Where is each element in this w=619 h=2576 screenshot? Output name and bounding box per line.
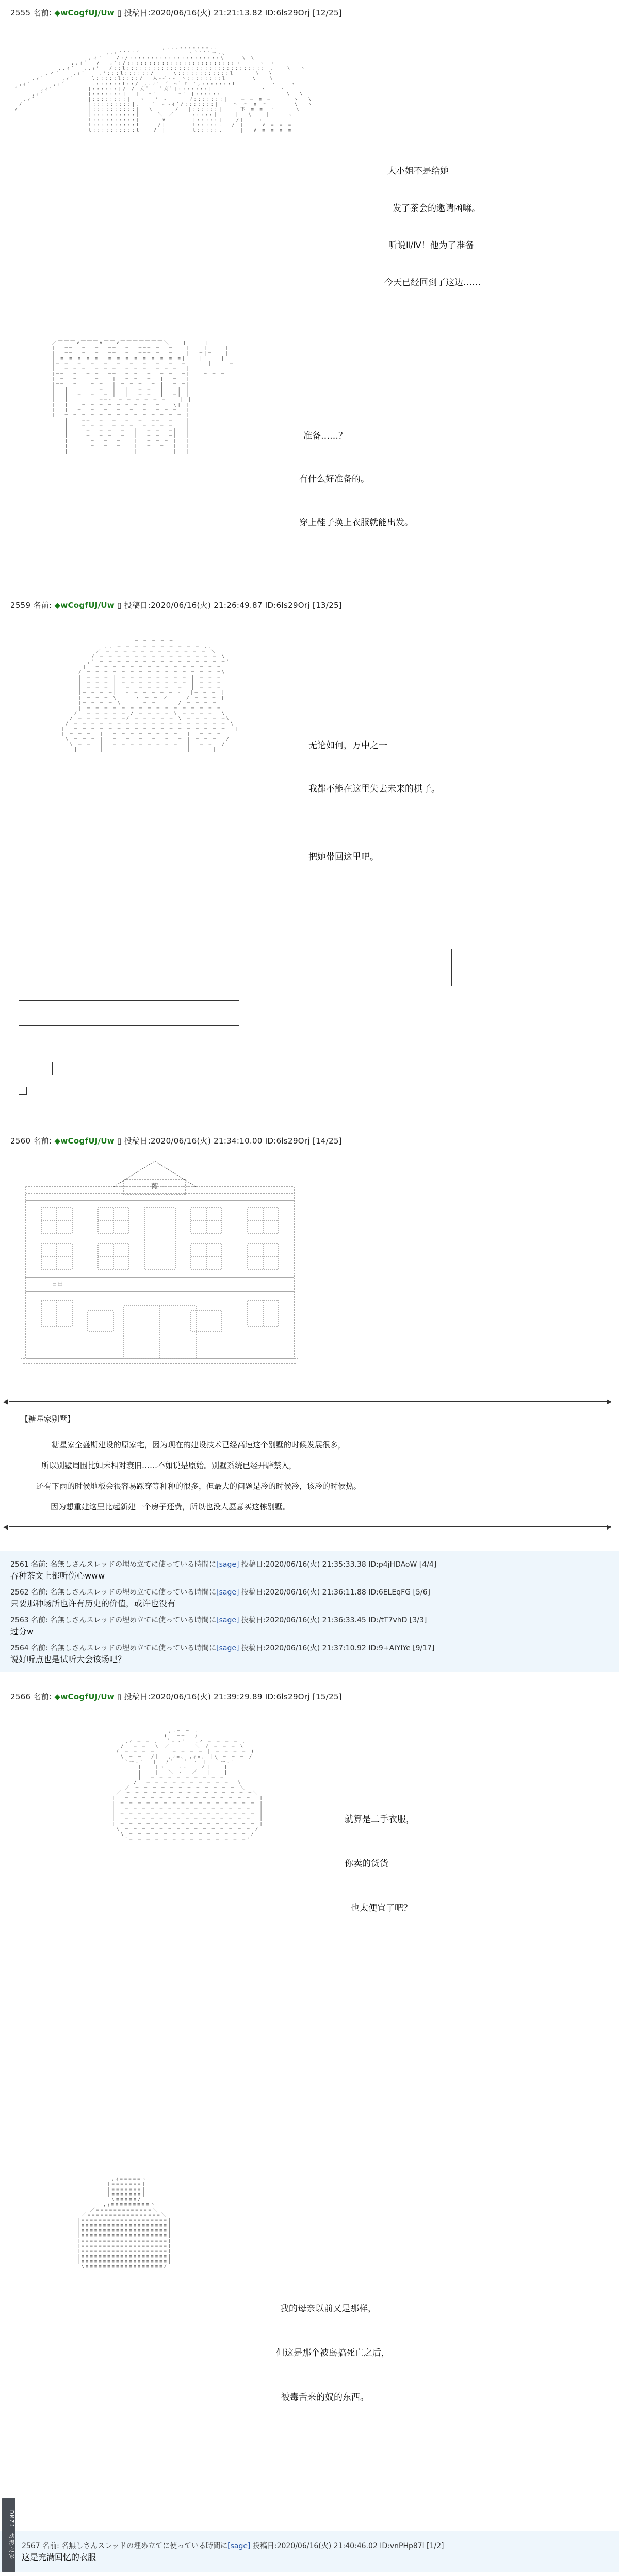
dialogue-line: 也太便宜了吧？	[351, 1903, 412, 1913]
name-label: 名前:	[33, 8, 52, 18]
dialogue-line: 穿上鞋子换上衣服就能出发。	[299, 518, 413, 528]
dialogue-line: 听说Ⅱ/Ⅳ！他为了准备	[388, 240, 474, 251]
dialogue-line: 今天已经回到了这边……	[384, 278, 481, 288]
reply-header: 2561 名前: 名無しさんスレッドの埋め立てに使っている時間に	[10, 1560, 217, 1569]
arrow-right-icon: ▶	[607, 1398, 612, 1405]
post-header-2559	[10, 600, 342, 610]
dialogue-line: 有什么好准备的。	[299, 474, 369, 485]
sage-link[interactable]: [sage]	[216, 1560, 239, 1569]
post-page: [15/25]	[312, 1692, 342, 1701]
note-rule-bottom	[9, 1526, 611, 1527]
note-line: 还有下雨的时候地板会很容易踩穿等种种的很多，但最大的问题是冷的时候冷，该冷的时候热。	[36, 1482, 362, 1491]
note-body	[21, 1435, 361, 1517]
dialogue-2555-a	[369, 140, 481, 301]
blank-panel-tiny	[19, 1062, 53, 1075]
reply-item	[10, 1615, 427, 1637]
reply-header: 2563 名前: 名無しさんスレッドの埋め立てに使っている時間に	[10, 1616, 217, 1624]
sage-link[interactable]: [sage]	[227, 2542, 251, 2550]
blank-panel-small	[19, 1038, 99, 1052]
post-page: [12/25]	[312, 8, 342, 18]
post-header-2566	[10, 1691, 342, 1702]
checkbox-icon[interactable]: ▯	[117, 1692, 122, 1701]
dialogue-line: 大小姐不是给她	[387, 166, 449, 176]
sage-link[interactable]: [sage]	[216, 1588, 239, 1597]
reply-meta: 投稿日:2020/06/16(火) 21:36:33.45 ID:/tT7vhD [3/3]	[239, 1616, 427, 1624]
reply-item	[10, 1643, 435, 1665]
reply-header: 2562 名前: 名無しさんスレッドの埋め立てに使っている時間に	[10, 1588, 217, 1597]
blank-panel-large	[19, 949, 452, 986]
poster-trip[interactable]: ◆wCogfUJ/Uw	[54, 8, 115, 18]
dialogue-line: 准备……？	[303, 431, 347, 441]
post-meta: 投稿日:2020/06/16(火) 21:34:10.00 ID:6ls29Orj	[124, 1136, 310, 1146]
note-title: 【糖星家别墅】	[21, 1414, 75, 1424]
reply-block-2567	[0, 2531, 619, 2572]
dialogue-line: 但这是那个被岛搞死亡之后，	[276, 2348, 390, 2358]
dialogue-2566-a	[345, 1789, 415, 1927]
checkbox-icon[interactable]: ▯	[117, 601, 122, 610]
reply-meta: 投稿日:2020/06/16(火) 21:40:46.02 ID:vnPHp87l [1/2]	[250, 2542, 444, 2550]
post-number: 2559	[10, 601, 31, 610]
poster-trip[interactable]: ◆wCogfUJ/Uw	[54, 601, 115, 610]
poster-trip[interactable]: ◆wCogfUJ/Uw	[54, 1692, 115, 1701]
dialogue-line: 我的母亲以前又是那样，	[280, 2304, 377, 2314]
dialogue-line: 发了茶会的邀请函嘛。	[393, 203, 480, 214]
name-label: 名前:	[33, 1136, 52, 1146]
dialogue-2566-b	[276, 2278, 390, 2416]
reply-item	[10, 1587, 430, 1609]
sage-link[interactable]: [sage]	[216, 1616, 239, 1624]
dialogue-line: 无论如何，万中之一	[308, 740, 387, 751]
note-line: 所以别墅周围比如未相对衰旧……不如说是原始。别墅系统已经开辟禁入，	[41, 1461, 297, 1470]
note-line: 糖星家全盛期建设的原家宅，因为现在的建设技术已经高速这个别墅的时候发展很多，	[52, 1440, 346, 1450]
reply-meta: 投稿日:2020/06/16(火) 21:35:33.38 ID:p4jHDAoW [4/4]	[239, 1560, 437, 1569]
dialogue-line: 把她带回这里吧。	[308, 852, 379, 862]
dialogue-2559	[308, 715, 440, 876]
name-label: 名前:	[33, 1692, 52, 1701]
dialogue-line: 你卖的货货	[345, 1859, 388, 1869]
reply-meta: 投稿日:2020/06/16(火) 21:37:10.92 ID:9+AiYlYe [9/17]	[239, 1644, 435, 1652]
reply-body: 吞种茶文上都听伤心www	[10, 1571, 105, 1581]
post-number: 2566	[10, 1692, 31, 1701]
mansion-gate-label: 日田	[52, 1281, 63, 1287]
post-meta: 投稿日:2020/06/16(火) 21:26:49.87 ID:6ls29Orj	[124, 601, 310, 610]
post-number: 2555	[10, 8, 31, 18]
reply-header: 2564 名前: 名無しさんスレッドの埋め立てに使っている時間に	[10, 1644, 217, 1652]
ascii-art-man-shadowed: ,ｨ≡≡≡≡≡ヽ |≡≡≡≡≡≡≡| |≡≡≡≡≡≡≡| |≡≡≡≡≡≡≡| \≡≡≡≡≡/ ,ｨ≡≡≡≡≡≡≡≡≡ヽ ／≡≡≡≡≡≡≡≡≡≡≡≡≡＼ ／≡≡≡≡≡≡≡≡≡≡≡≡≡≡≡≡≡＼ |≡≡≡≡≡≡≡≡≡≡≡≡≡≡≡≡≡≡≡≡| |≡≡≡≡≡≡≡≡≡≡≡≡≡≡≡≡≡≡≡≡| |≡≡≡≡≡≡≡≡≡≡≡≡≡≡≡≡≡≡≡≡| |≡≡≡≡≡≡≡≡≡≡≡≡≡≡≡≡≡≡≡≡| |≡≡≡≡≡≡≡≡≡≡≡≡≡≡≡≡≡≡≡≡| |≡≡≡≡≡≡≡≡≡≡≡≡≡≡≡≡≡≡≡≡| |≡≡≡≡≡≡≡≡≡≡≡≡≡≡≡≡≡≡≡≡| |≡≡≡≡≡≡≡≡≡≡≡≡≡≡≡≡≡≡≡≡| |≡≡≡≡≡≡≡≡≡≡≡≡≡≡≡≡≡≡≡≡| \≡≡≡≡≡≡≡≡≡≡≡≡≡≡≡≡≡≡/	[77, 2177, 173, 2269]
note-rule-top	[9, 1401, 611, 1402]
ascii-art-girl-with-bow: ,.─ ─ . ( ── ) ,ｨ ─ ─ ､ `ー‐' ,ｨ ─ ─ ─ ─ ､ / ─ ─ \ ／￣￣￣￣＼ / ─ ─ ─ \ ( ─ ─ ─ ─ | ─ ─ ─ ─ | ─ ─ ─ ─ ) \ ─ ─ /| ,ｨ=､ ,ｨ=､ |\ ─ ─ ─ / `ー‐' | ﾉ ﾟ ﾟ ヽ | `ー‐' | |ヽ ‐- ノ| | | | ＼ ‐ ／ | | | ─ ─ ─ ─ ─ ─ ─ ─ ─ | / ─ ─ ─ ─ ─ ─ ─ ─ ─ ─ \ ／ ─ ─ ─ ─ ─ ─ ─ ─ ─ ─ ─ ─ ＼ ／ ─ ─ ─ ─ ─ ─ ─ ─ ─ ─ ─ ─ ─ ─ ─＼ | ─ ─ ─ ─ ─ ─ ─ ─ ─ ─ ─ ─ ─ ─ ─ | | ─ ─ ─ ─ ─ ─ ─ ─ ─ ─ ─ ─ ─ ─ ─ ─ | | ─ ─ ─ ─ ─ ─ ─ ─ ─ ─ ─ ─ ─ ─ ─ | | ─ ─ ─ ─ ─ ─ ─ ─ ─ ─ ─ ─ ─ ─ ─ ─ | | ─ ─ ─ ─ ─ ─ ─ ─ ─ ─ ─ ─ ─ ─ ─ | | ─ ─ ─ ─ ─ ─ ─ ─ ─ ─ ─ ─ ─ ─ ─ ─ | \ ─ ─ ─ ─ ─ ─ ─ ─ ─ ─ ─ ─ ─ ─ ─ / \ ─ ─ ─ ─ ─ ─ ─ ─ ─ ─ ─ ─ ─ ─ / `─ ─ ─ ─ ─ ─ ─ ─ ─ ─ ─ ─ ─ ─'	[112, 1729, 264, 1842]
dialogue-line: 我都不能在这里失去未来的棋子。	[308, 784, 440, 794]
arrow-left-icon: ◀	[3, 1398, 8, 1405]
reply-body: 过分w	[10, 1627, 34, 1636]
arrow-left-icon: ◀	[3, 1523, 8, 1531]
reply-body: 这是充满回忆的衣服	[22, 2552, 96, 2562]
dialogue-2555-b	[299, 405, 413, 541]
post-header-2555	[10, 7, 342, 18]
side-watermark: DMZJ 动漫之家	[2, 2498, 15, 2572]
arrow-right-icon: ▶	[607, 1523, 612, 1531]
post-header-2560	[10, 1135, 342, 1146]
dialogue-line: 就算是二手衣服，	[345, 1814, 415, 1825]
post-meta: 投稿日:2020/06/16(火) 21:39:29.89 ID:6ls29Orj	[124, 1692, 310, 1701]
post-meta: 投稿日:2020/06/16(火) 21:21:13.82 ID:6ls29Orj	[124, 8, 310, 18]
mansion-sign: 藍	[151, 1183, 158, 1191]
sage-link[interactable]: [sage]	[216, 1644, 239, 1652]
checkbox-icon[interactable]: ▯	[117, 8, 122, 18]
ascii-art-boy-standing: ／￣￣￣∨￣￣￣∨￣￣∨￣￣￣￣￣￣￣＼ | | | ── ─ ─ ── ─ ─── ─ ─ | | | | ── ─ ─ ── ─ ─── ─ ─ | ─|─ | | ≡ ≡ ≡ ≡ ≡ ≡ ≡ ≡ ≡ ≡ ≡ ≡ ≡ ≡| | | |─ ─ ─ ─ ─ ─ ─ ─ ─ ─ ─ | | ─ | ─ ─ ─ ─ ─ ─ ─ ─ ─ ─ ─ ─ | |── ─ ─ ─ ── ─ ─ ─ ─ ─ ─| ─ ─ ─ | ─ ─ | ─ | ─ ─ ─ | ─ | |── ─ |─ ─ | ─ ─ ─ ─ | ─ ─| | | | ─ | | ─ ─ | | | | | ─ |─ ─ | | ─ ─ | ─| | | | | ──ー ─ ─ ─ ─ ─ ─ | | | | ─ ─ ─ ─ ─ ─ ─ ─ ─ \| | | | ─ ─ ─ ─ ─ ─ ─ ─ ─ | | ─ ─ ─ ─ ─ ─ ─ ─ ─ ─ ─ ─ ─ ─ | | ── ─ ─ ─ ─ ── ─ | | ─ ─ ─ ─ ─ ─ ─ ─ ─ ─ | | | ─ ─ ─ ─ | ─ ─ ─| | | | ─ ─ ─ ─ | ─ ─ ─| | | | ─ ─ ─ | ─ ─ ─ | | | | ─ ─ ─ | ─ ─ | | | | | | |	[52, 341, 234, 454]
reply-header: 2567 名前: 名無しさんスレッドの埋め立てに使っている時間に	[22, 2542, 228, 2550]
note-line: 因为想重建这里比起新建一个房子还费，所以也没人愿意买这栋别墅。	[51, 1502, 291, 1511]
replies-block	[0, 1551, 619, 1672]
reply-body: 说好听点也是试听大会该场吧？	[10, 1654, 126, 1664]
reply-item	[22, 2540, 444, 2563]
reply-meta: 投稿日:2020/06/16(火) 21:36:11.88 ID:6ELEqFG [5/6]	[239, 1588, 430, 1597]
poster-trip[interactable]: ◆wCogfUJ/Uw	[54, 1136, 115, 1146]
name-label: 名前:	[33, 601, 52, 610]
ascii-art-girl-with-hat: _,...-‐‐‐‐‐-..__ ,.r'''"´ ヽ``''ー.、 ,ィ" /:/:::::::::::::::::::::\ \ \ ,.ｨ´ / ,':/:::::::::::::::::::::::::ヽ ヽ ヽ ,.ｨ´ ,.ｨ' /::l::::::::::::::::::::::::::::::::', \ ヽ ,ィ´ ,ｨ´ .':::l::::::/￣￣￣\::::::::::::l \ \ ,ｨ´ ,ｨ´ l:::::l::::/ 人ｰ-ﾟ-‐ ヽ::::::::l \ \ ,ｨ´ ,ｨ´ l::::::l::/ ,.ｨ''´ ⌒`ヾ ',:::::::l ヽ ヽ ´ ,ｨ´ |::::::|/ / 刈ﾟ ﾟ刈ﾟ|:::::::| ヽ ヽ ,ｨ´ |:::::::| | ｰ' ｰ' |::::::| \ \ ,ｨ´ |::::::::| ヽ ' ‐ ﾉ:::::::| ─ ─ ≡ ─ ヽ \ / |:::::::::|、 ｀ ー‐ｲ´/:::::::| ニ ニ ≡ ニ \ ヽ / |::::::::::| \ / |::::::| 下 ≡ ≡ 一 \ |::::::::::| ＼ ／ |:::::| | \ | ヽ l::::::::::| ∨ |:::::| /| ヽ | l::::::::::l /| l:::::l / | ∨ ≡ ≡ ≡ l::::::::::l / | l:::::l | ∨ ≡ ≡ ≡ ≡	[14, 45, 314, 133]
reply-item	[10, 1559, 436, 1581]
post-number: 2560	[10, 1136, 31, 1146]
blank-panel-dot	[19, 1087, 27, 1095]
dialogue-line: 被毒舌来的奴的东西。	[281, 2392, 369, 2403]
mansion-drawing	[21, 1156, 310, 1378]
reply-body: 只要那种场所也许有历史的价值，或许也没有	[10, 1599, 176, 1608]
blank-panel-medium	[19, 1000, 239, 1026]
checkbox-icon[interactable]: ▯	[117, 1136, 122, 1146]
post-page: [13/25]	[312, 601, 342, 610]
post-page: [14/25]	[312, 1136, 342, 1146]
ascii-art-seated-girl: _ ─ ─ ─ ─ ─ _ ,. ─ ─ ─ ─ ─ ─ ─ ─ ─ ─ ., ／ ─ ─ ─ ─ ─ ─ ─ ─ ─ ─ ─ ─ ＼ / ─ ─ ─ ─ ─ ─ ─ ─ ─ ─ ─ ─ ─ ─ \ ,' ─ ─ ─ ─ ─ ─ ─ ─ ─ ─ ─ ─ ─ ─ ─' | ─ ─ ─ ─ ─ ─ ─ ─ ─ ─ ─ ─ ─ ─ ─| / ─ ─ ─ ─ ─ ─ ─ ─ ─ ─ ─ ─ ─ ─ ─ ─\ | ─ ─ ─ | ─ ─ ─ ─ ─ ─ ─ ─ | ─ ─ ─| | ─ ─ ─ | ─ ─ ─ ─ ─ ─ ─ ─ | ─ ─ ─| | ─ ─ ─ | ─ ─ ─ ─ ─ ─ | ─ ─ ─| |─ ─ ─ ─| ｰ ─ ─ ─ ─ ─ ｰ |─ ─ ─ | | ─ ─ ─ \ ヽ ─ ─ ノ / ─ ─ ─ | |─ ─ ─ ─ \ ─ ─ / ─ ─ ─ ─ | | ─ ─ ─ ─ ─ ─ ─ ─ ─ ─ ─ ─ ─ ─ ─ ─| / ─ ─ ─ ─ ─ / ─ ─ ─ ─ \ ─ ─ ─ ─ \ / ─ ─ ─ ─ ─ ─/ ─ ─ ─ ─ ─ \ ─ ─ ─ ─ ─\ / ─ ─ ─ ─ ─ ─ ─ ─ ─ ─ ─ ─ ─ ─ ─ ─ ─ ─ \ | ─ ─ ─ ─ ─ ─ ─ ─ ─ ─ ─ ─ ─ ─ ─ ─ ─ ─ | | ─ ─ ─ | ─ ─ ─ ─ ─ ─ ─ ─ | ─ ─ ─ | \ ─ ─ ─ | ─ ─ ─ ─ ─ ─ | ─ ─ ─ / \ ─ ─ | ─ ─ ─ ─ ─ ─ ─ ─ | ─ ─ / | | | |	[61, 639, 239, 752]
